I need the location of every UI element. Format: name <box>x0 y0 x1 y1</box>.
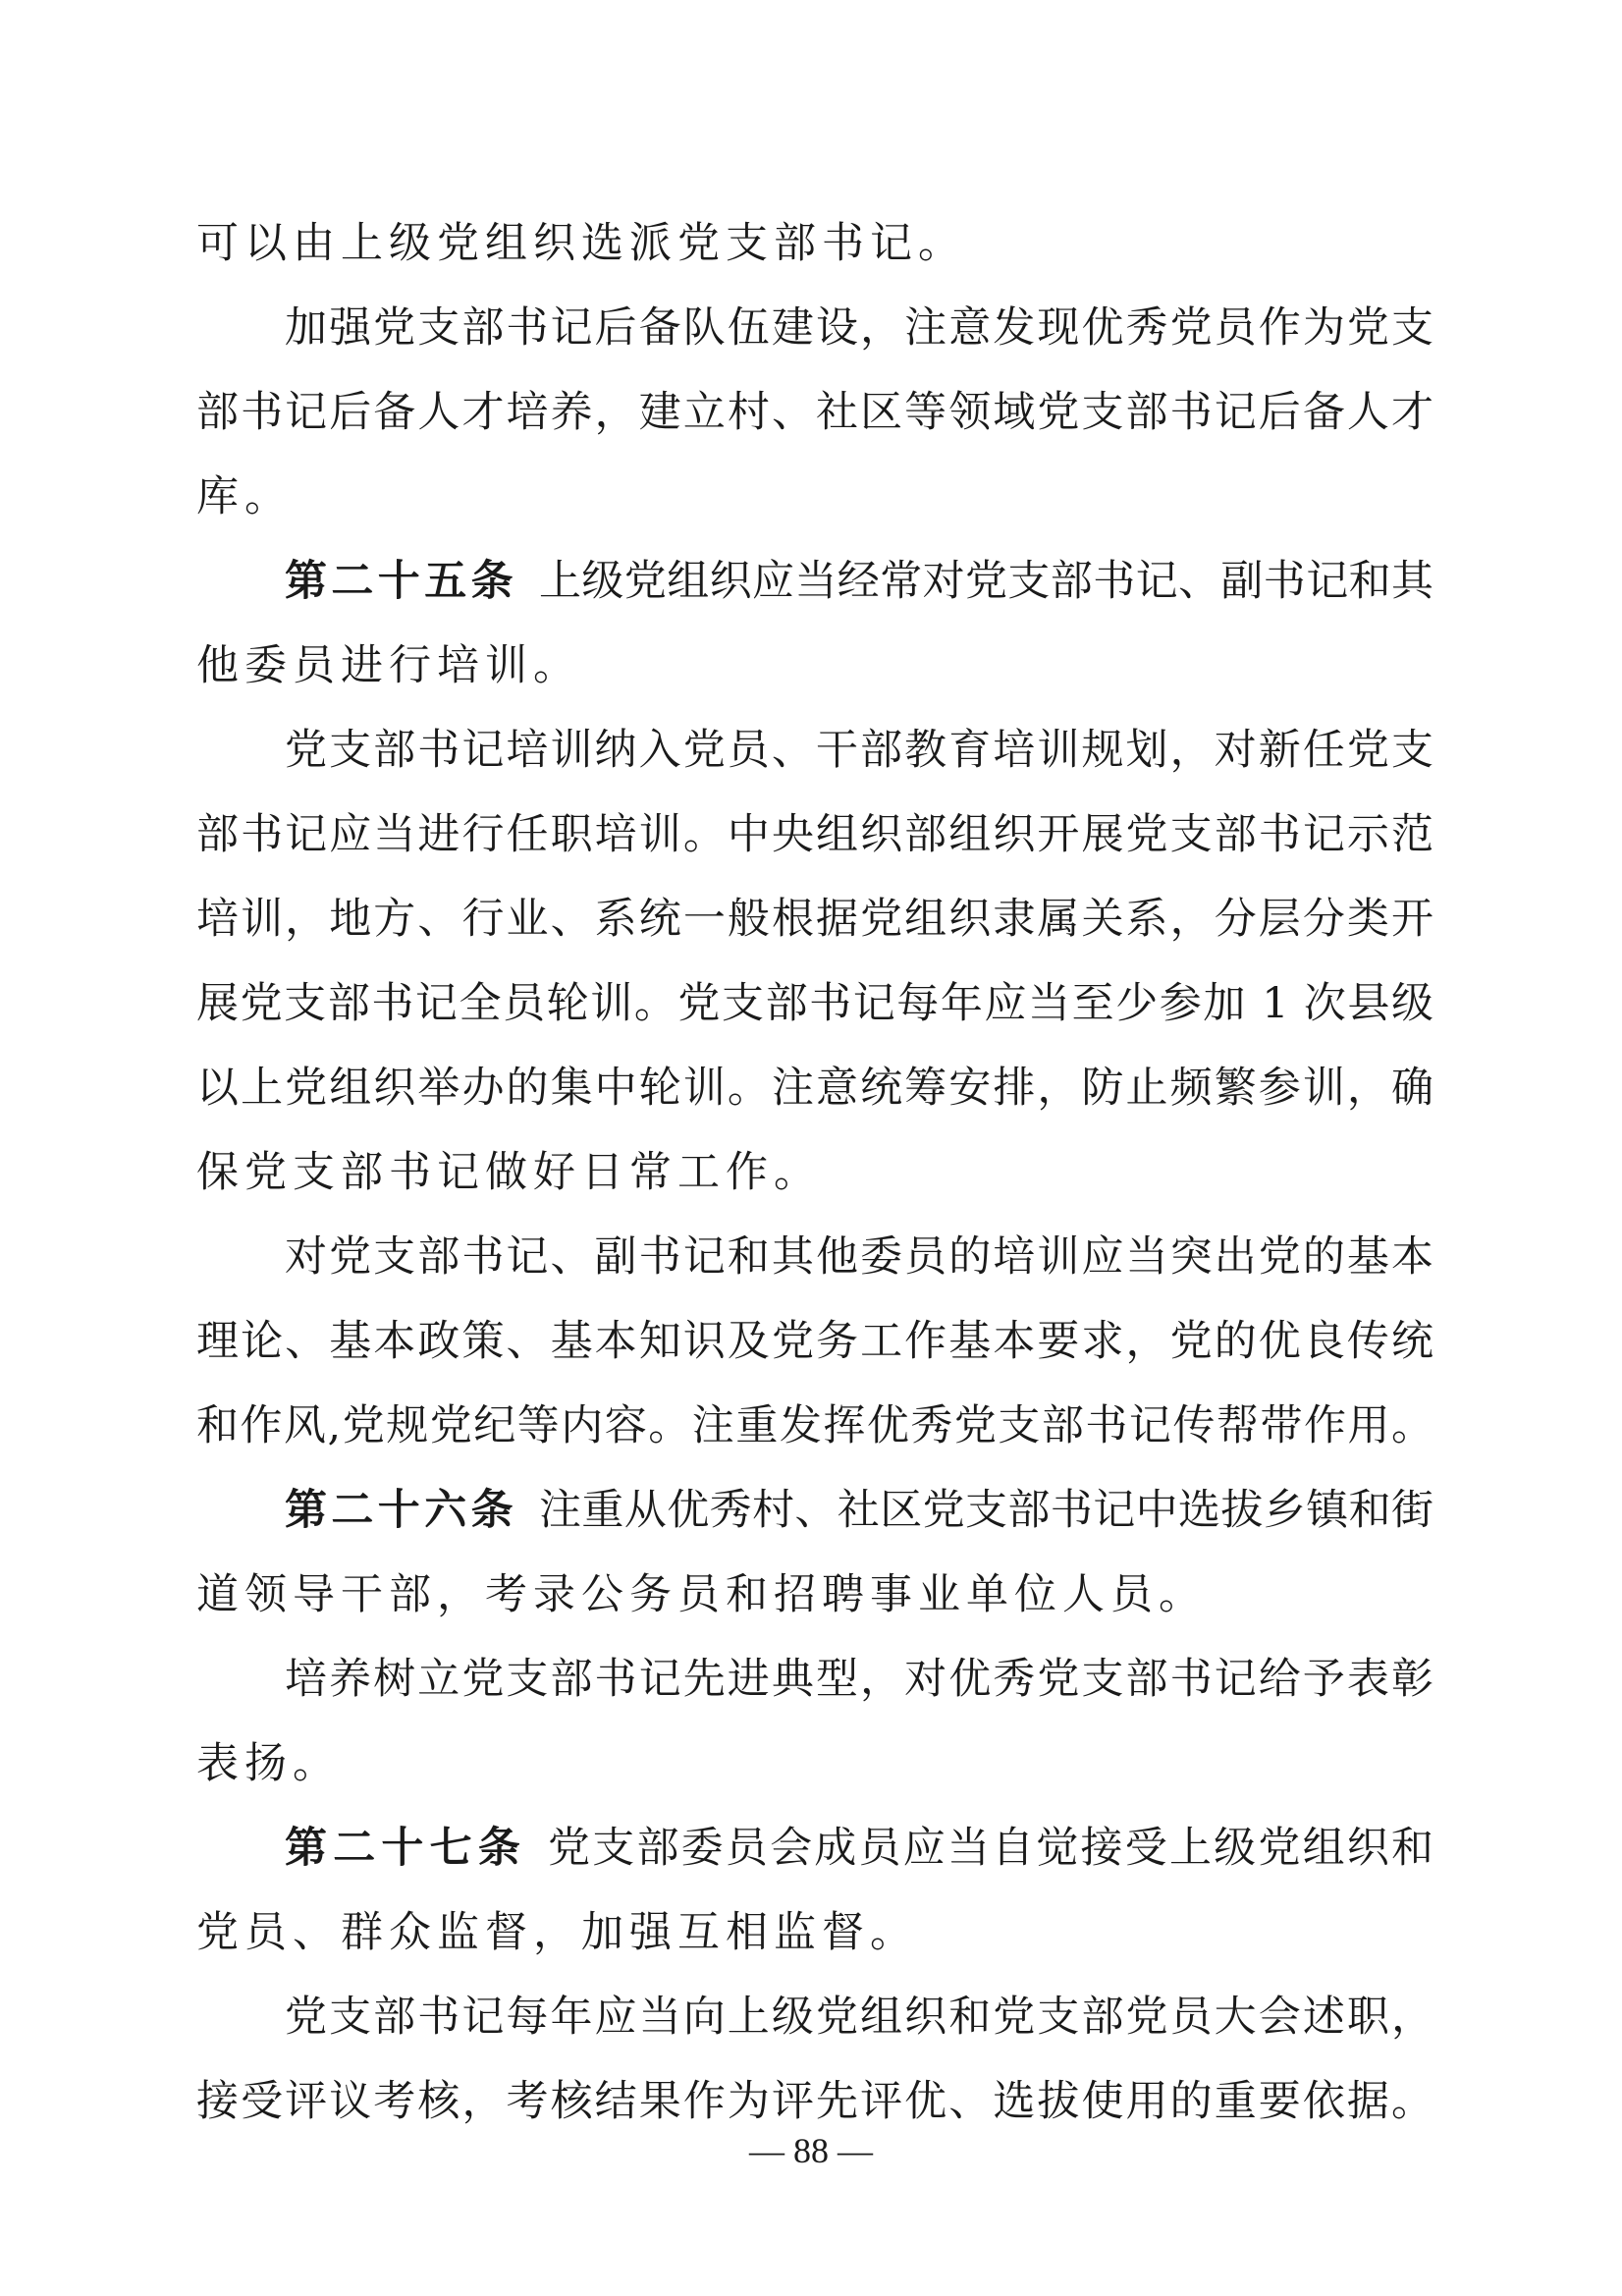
page-number: — 88 — <box>749 2131 873 2170</box>
line-text: 部书记应当进行任职培训。中央组织部组织开展党支部书记示范 <box>196 810 1433 859</box>
article-first-line <box>285 1481 1433 1540</box>
paragraph-first-line <box>285 1650 1433 1709</box>
text-line <box>196 1396 1433 1455</box>
line-text: 对党支部书记、副书记和其他委员的培训应当突出党的基本 <box>285 1232 1433 1282</box>
line-text: 培养树立党支部书记先进典型，对优秀党支部书记给予表彰 <box>285 1655 1433 1704</box>
text-line <box>196 805 1433 864</box>
article-first-line <box>285 552 1433 611</box>
line-text: 部书记后备人才培养，建立村、社区等领域党支部书记后备人才 <box>196 388 1433 437</box>
line-text: 理论、基本政策、基本知识及党务工作基本要求，党的优良传统 <box>196 1317 1433 1366</box>
text-line <box>196 636 1433 695</box>
line-text: 和作风,党规党纪等内容。注重发挥优秀党支部书记传帮带作用。 <box>196 1401 1433 1450</box>
line-text: 加强党支部书记后备队伍建设，注意发现优秀党员作为党支 <box>285 303 1433 353</box>
line-text: 他委员进行培训。 <box>196 641 581 690</box>
text-line <box>196 1312 1433 1371</box>
line-text: 展党支部书记全员轮训。党支部书记每年应当至少参加 1 次县级 <box>196 979 1433 1028</box>
article-heading: 第二十五条 <box>285 557 517 606</box>
paragraph-first-line <box>285 721 1433 780</box>
line-text: 表扬。 <box>196 1739 341 1788</box>
paragraph-first-line <box>285 1988 1433 2047</box>
line-text: 党支部书记培训纳入党员、干部教育培训规划，对新任党支 <box>285 726 1433 775</box>
text-line <box>196 890 1433 949</box>
line-text: 培训，地方、行业、系统一般根据党组织隶属关系，分层分类开 <box>196 895 1433 944</box>
line-text: 可以由上级党组织选派党支部书记。 <box>196 219 966 268</box>
text-line <box>196 383 1433 442</box>
text-line <box>196 2072 1433 2131</box>
line-text: 保党支部书记做好日常工作。 <box>196 1148 822 1197</box>
paragraph-first-line <box>285 299 1433 357</box>
text-line <box>196 1903 1433 1962</box>
paragraph-first-line <box>285 1228 1433 1286</box>
line-text: 道领导干部，考录公务员和招聘事业单位人员。 <box>196 1570 1207 1619</box>
article-heading: 第二十六条 <box>285 1486 517 1535</box>
text-line <box>196 974 1433 1033</box>
text-line <box>196 1734 1433 1793</box>
line-text: 以上党组织举办的集中轮训。注意统筹安排，防止频繁参训，确 <box>196 1064 1433 1113</box>
text-line <box>196 467 1433 526</box>
line-text: 党支部委员会成员应当自觉接受上级党组织和 <box>548 1824 1434 1873</box>
article-first-line <box>285 1819 1433 1878</box>
line-text: 注重从优秀村、社区党支部书记中选拔乡镇和街 <box>539 1486 1433 1535</box>
line-text: 党支部书记每年应当向上级党组织和党支部党员大会述职， <box>285 1993 1433 2042</box>
line-text: 党员、群众监督，加强互相监督。 <box>196 1908 918 1957</box>
text-line <box>196 1565 1433 1624</box>
text-line <box>196 1059 1433 1118</box>
text-line <box>196 214 1433 273</box>
article-heading: 第二十七条 <box>285 1824 527 1873</box>
line-text: 库。 <box>196 472 293 521</box>
line-text: 接受评议考核，考核结果作为评先评优、选拔使用的重要依据。 <box>196 2077 1433 2126</box>
text-line <box>196 1143 1433 1202</box>
line-text: 上级党组织应当经常对党支部书记、副书记和其 <box>539 557 1433 606</box>
